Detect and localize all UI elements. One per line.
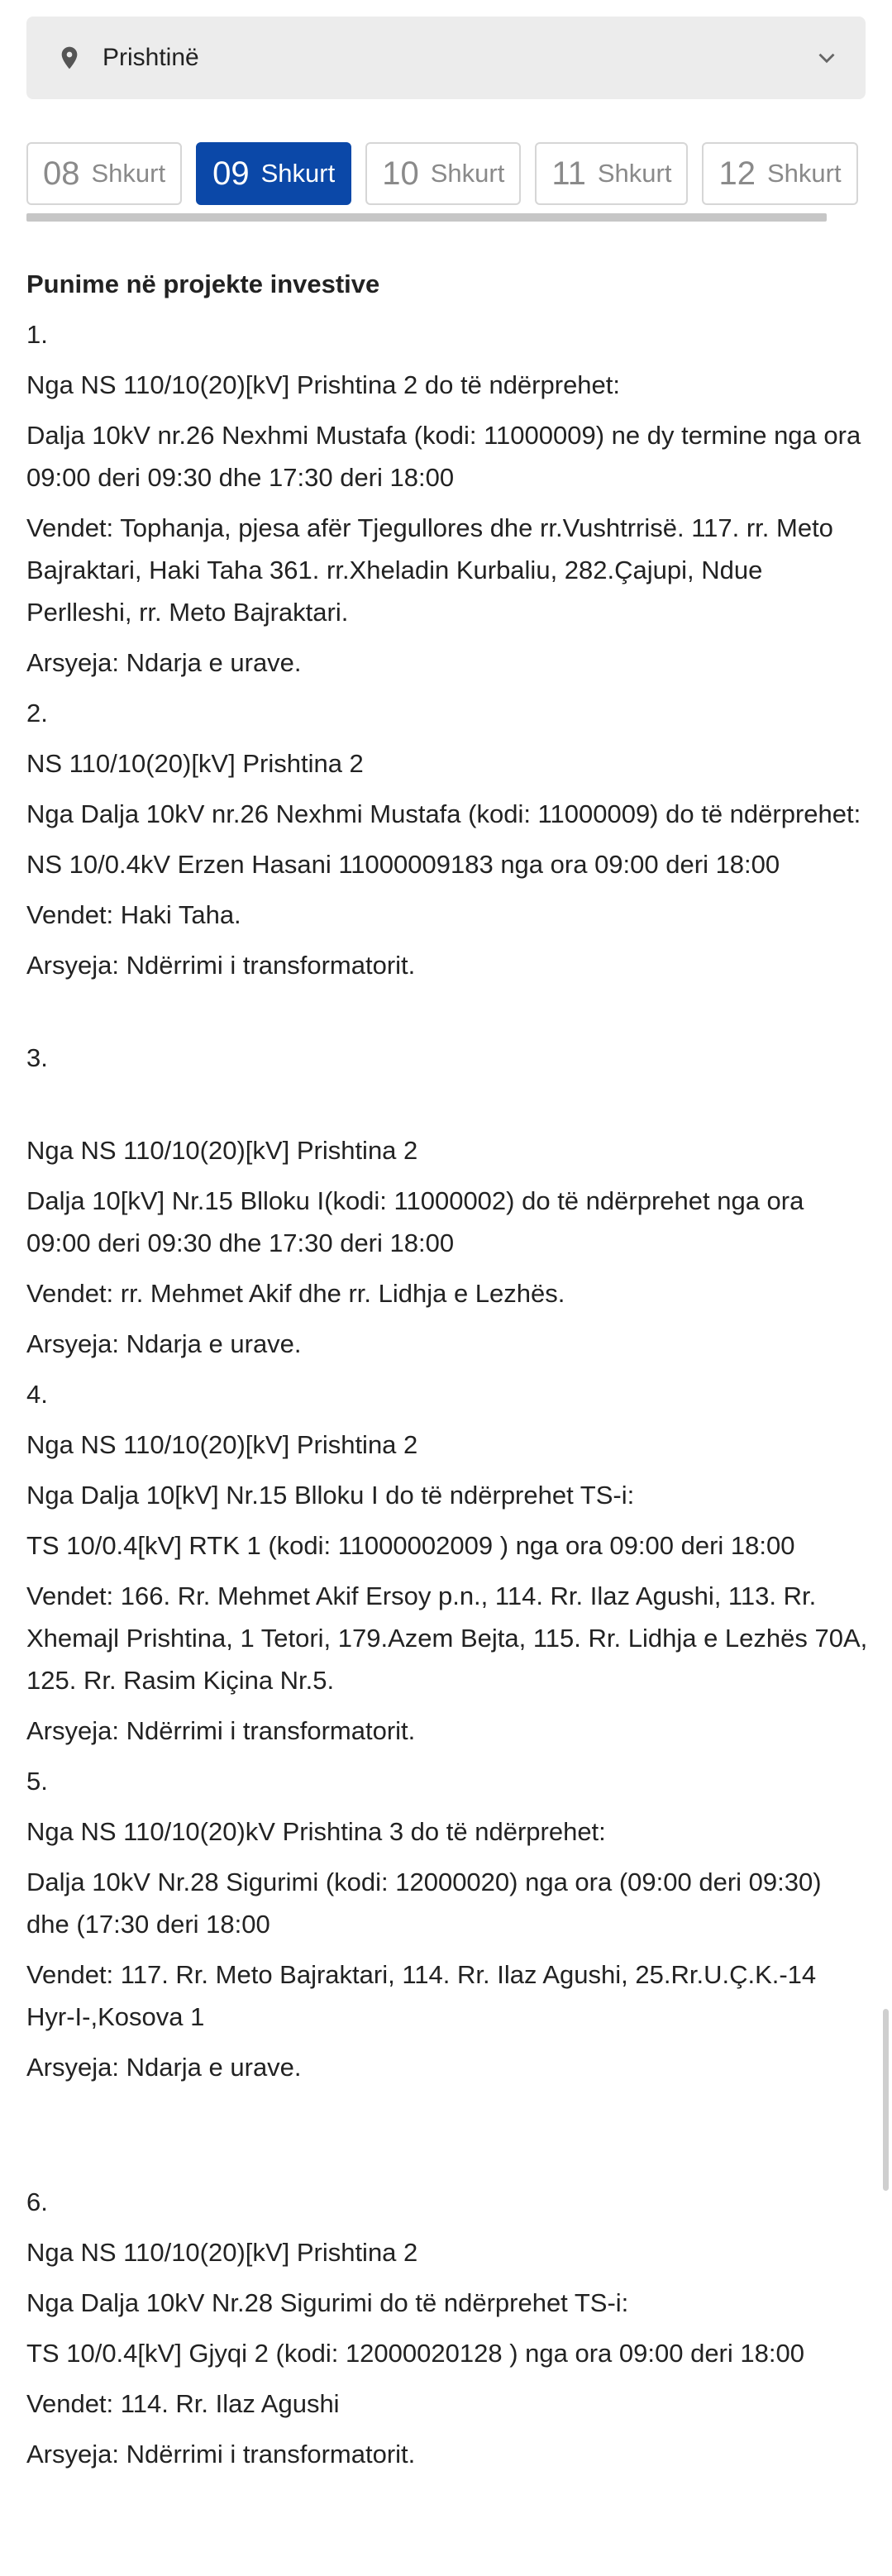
date-tab-day: 10 <box>382 155 419 192</box>
item-number: 5. <box>26 1767 48 1796</box>
date-tab-day: 08 <box>43 155 80 192</box>
item-line: Nga NS 110/10(20)[kV] Prishtina 2 <box>26 1136 418 1165</box>
item-line: Dalja 10kV Nr.28 Sigurimi (kodi: 12000020) nga ora (09:00 deri 09:30) dhe (17:30 deri 18:00 <box>26 1868 822 1939</box>
item-number: 2. <box>26 699 48 727</box>
page-scrollbar[interactable] <box>883 2009 889 2191</box>
date-tab-10[interactable] <box>365 142 521 205</box>
item-line: Vendet: 166. Rr. Mehmet Akif Ersoy p.n., 114. Rr. Ilaz Agushi, 113. Rr. Xhemajl Prishtina, 1 Tetori, 179.Azem Bejta, 115. Rr. Lidhja e Lezhës 70A, 125. Rr. Rasim Kiçina Nr.5. <box>26 1581 868 1695</box>
item-line: NS 10/0.4kV Erzen Hasani 11000009183 nga ora 09:00 deri 18:00 <box>26 850 780 879</box>
date-tab-day: 12 <box>718 155 756 192</box>
region-value: Prishtinë <box>103 44 199 71</box>
item-line: Nga NS 110/10(20)[kV] Prishtina 2 do të ndërprehet: <box>26 370 621 399</box>
item-line: Arsyeja: Ndarja e urave. <box>26 648 302 677</box>
item-line: Dalja 10[kV] Nr.15 Blloku I(kodi: 11000002) do të ndërprehet nga ora 09:00 deri 09:30 dhe 17:30 deri 18:00 <box>26 1186 804 1257</box>
date-tab-09[interactable] <box>196 142 351 205</box>
item-line: Arsyeja: Ndarja e urave. <box>26 2053 302 2082</box>
item-line: Vendet: rr. Mehmet Akif dhe rr. Lidhja e Lezhës. <box>26 1279 565 1308</box>
date-tab-month: Shkurt <box>597 159 672 188</box>
item-number: 4. <box>26 1380 48 1409</box>
date-tab-month: Shkurt <box>91 159 166 188</box>
item-line: Vendet: 117. Rr. Meto Bajraktari, 114. Rr. Ilaz Agushi, 25.Rr.U.Ç.K.-14 Hyr-I-,Kosova 1 <box>26 1960 817 2031</box>
date-tab-month: Shkurt <box>430 159 505 188</box>
date-tab-12[interactable] <box>702 142 857 205</box>
region-select[interactable] <box>26 17 866 99</box>
spacer <box>26 2097 870 2139</box>
date-tab-month: Shkurt <box>766 159 842 188</box>
spacer <box>26 1087 870 1129</box>
item-number: 6. <box>26 2187 48 2216</box>
item-line: Nga NS 110/10(20)kV Prishtina 3 do të ndërprehet: <box>26 1817 606 1846</box>
item-line: NS 110/10(20)[kV] Prishtina 2 <box>26 749 364 778</box>
item-line: Arsyeja: Ndërrimi i transformatorit. <box>26 2440 416 2469</box>
date-tab-11[interactable] <box>535 142 688 205</box>
item-line: Nga NS 110/10(20)[kV] Prishtina 2 <box>26 2238 418 2267</box>
item-line: TS 10/0.4[kV] Gjyqi 2 (kodi: 12000020128 ) nga ora 09:00 deri 18:00 <box>26 2339 804 2368</box>
date-tabs-scrollbar[interactable] <box>26 213 827 222</box>
item-line: TS 10/0.4[kV] RTK 1 (kodi: 11000002009 ) nga ora 09:00 deri 18:00 <box>26 1531 795 1560</box>
date-tab-day: 09 <box>212 155 250 192</box>
item-line: Nga Dalja 10kV Nr.28 Sigurimi do të ndërprehet TS-i: <box>26 2288 629 2317</box>
item-line: Vendet: Haki Taha. <box>26 900 241 929</box>
item-line: Nga Dalja 10kV nr.26 Nexhmi Mustafa (kodi: 11000009) do të ndërprehet: <box>26 799 861 828</box>
item-line: Dalja 10kV nr.26 Nexhmi Mustafa (kodi: 11000009) ne dy termine nga ora 09:00 deri 09:30 dhe 17:30 deri 18:00 <box>26 421 861 492</box>
date-tabs <box>26 142 892 205</box>
chevron-down-icon <box>813 44 841 72</box>
spacer <box>26 2139 870 2181</box>
date-tabs-scroller[interactable] <box>26 142 892 208</box>
item-number: 3. <box>26 1043 48 1072</box>
date-tab-day: 11 <box>551 155 586 192</box>
item-line: Vendet: 114. Rr. Ilaz Agushi <box>26 2389 340 2418</box>
item-line: Vendet: Tophanja, pjesa afër Tjegullores dhe rr.Vushtrrisë. 117. rr. Meto Bajraktari, Haki Taha 361. rr.Xheladin Kurbaliu, 282.Çajupi, Ndue Perlleshi, rr. Meto Bajraktari. <box>26 513 833 627</box>
item-number: 1. <box>26 320 48 349</box>
item-line: Arsyeja: Ndërrimi i transformatorit. <box>26 951 416 980</box>
item-line: Arsyeja: Ndarja e urave. <box>26 1329 302 1358</box>
date-tab-08[interactable] <box>26 142 182 205</box>
item-line: Nga NS 110/10(20)[kV] Prishtina 2 <box>26 1430 418 1459</box>
outage-content <box>26 263 870 2483</box>
spacer <box>26 995 870 1037</box>
date-tab-month: Shkurt <box>260 159 336 188</box>
item-line: Arsyeja: Ndërrimi i transformatorit. <box>26 1716 416 1745</box>
map-pin-icon <box>56 45 83 71</box>
section-heading: Punime në projekte investive <box>26 270 380 298</box>
item-line: Nga Dalja 10[kV] Nr.15 Blloku I do të ndërprehet TS-i: <box>26 1481 635 1510</box>
